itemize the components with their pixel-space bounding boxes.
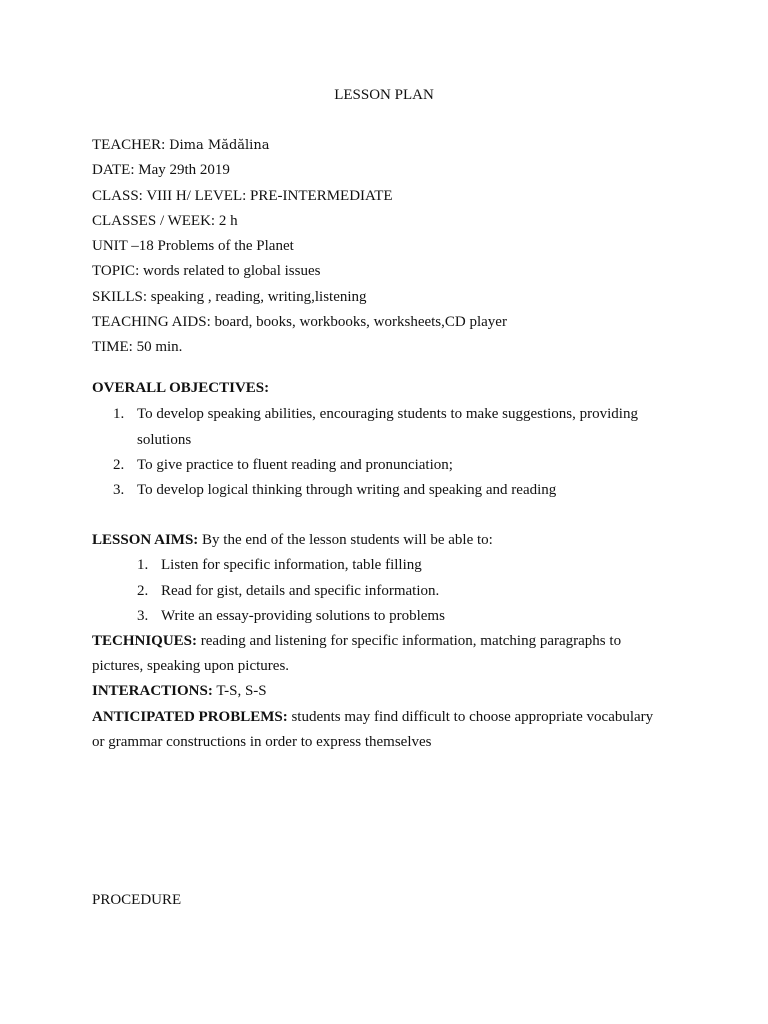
objective-text-continued: solutions	[137, 432, 192, 448]
aim-item	[137, 607, 445, 625]
techniques-line	[92, 632, 621, 650]
aim-text: Write an essay-providing solutions to problems	[161, 608, 445, 624]
objective-text: To give practice to fluent reading and pronunciation;	[137, 457, 453, 473]
aim-item	[137, 556, 422, 574]
aim-item	[137, 582, 439, 600]
unit-line: UNIT –18 Problems of the Planet	[92, 238, 294, 254]
lesson-aims-line	[92, 531, 493, 549]
anticipated-problems-text-continued: or grammar constructions in order to express themselves	[92, 734, 432, 750]
teaching-aids-line: TEACHING AIDS: board, books, workbooks, worksheets,CD player	[92, 314, 507, 330]
procedure-heading: PROCEDURE	[92, 892, 182, 908]
techniques-text-continued: pictures, speaking upon pictures.	[92, 658, 290, 674]
topic-line: TOPIC: words related to global issues	[92, 263, 321, 279]
techniques-text: reading and listening for specific information, matching paragraphs to	[197, 633, 622, 649]
lesson-aims-intro: By the end of the lesson students will be able to:	[198, 532, 493, 548]
interactions-value: T-S, S-S	[212, 683, 267, 699]
interactions-line	[92, 682, 267, 700]
techniques-label: TECHNIQUES:	[92, 633, 198, 649]
overall-objectives-heading: OVERALL OBJECTIVES:	[92, 380, 270, 396]
objective-number: 2.	[113, 457, 125, 473]
objective-item	[113, 405, 638, 423]
lesson-aims-label: LESSON AIMS:	[92, 532, 199, 548]
objective-text: To develop logical thinking through writing and speaking and reading	[137, 482, 557, 498]
objective-number: 3.	[113, 482, 125, 498]
anticipated-problems-text: students may find difficult to choose appropriate vocabulary	[287, 709, 654, 725]
aim-number: 2.	[137, 583, 149, 599]
aim-number: 3.	[137, 608, 149, 624]
objective-item	[113, 481, 556, 499]
skills-line: SKILLS: speaking , reading, writing,listening	[92, 289, 367, 305]
class-line: CLASS: VIII H/ LEVEL: PRE-INTERMEDIATE	[92, 188, 393, 204]
classes-week-line: CLASSES / WEEK: 2 h	[92, 213, 238, 229]
teacher-name: Dima Mădălina	[169, 138, 270, 153]
interactions-label: INTERACTIONS:	[92, 683, 213, 699]
anticipated-problems-line	[92, 708, 653, 726]
teacher-label: TEACHER:	[92, 137, 166, 153]
aim-text: Read for gist, details and specific information.	[161, 583, 440, 599]
date-line: DATE: May 29th 2019	[92, 162, 230, 178]
anticipated-problems-label: ANTICIPATED PROBLEMS:	[92, 709, 288, 725]
objective-text: To develop speaking abilities, encouraging students to make suggestions, providing	[137, 406, 638, 422]
time-line: TIME: 50 min.	[92, 339, 183, 355]
aim-text: Listen for specific information, table filling	[161, 557, 422, 573]
objective-item	[113, 456, 453, 474]
page-title: LESSON PLAN	[334, 87, 434, 103]
aim-number: 1.	[137, 557, 149, 573]
objective-number: 1.	[113, 406, 125, 422]
teacher-line	[92, 136, 269, 155]
